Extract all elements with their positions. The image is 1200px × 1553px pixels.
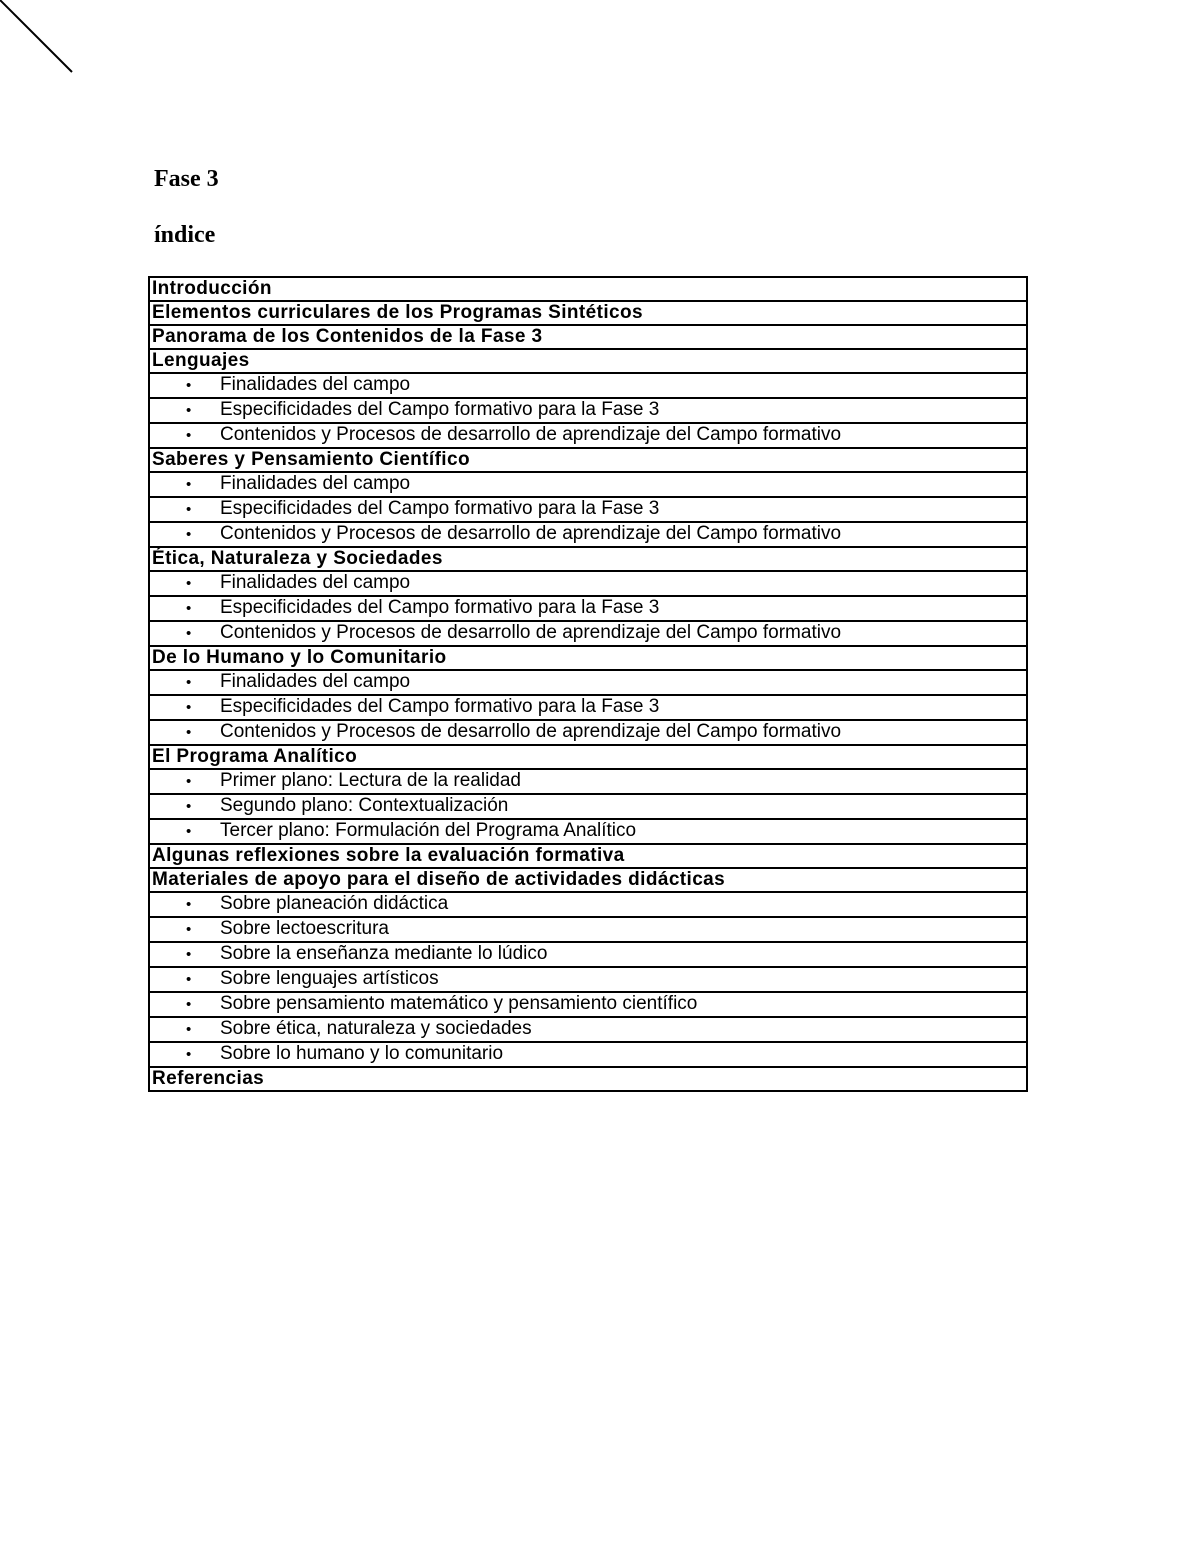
toc-subitem-label: Contenidos y Procesos de desarrollo de aprendizaje del Campo formativo <box>220 721 842 742</box>
bullet-icon: • <box>186 625 192 642</box>
toc-cell <box>149 277 1027 301</box>
toc-subitem-label: Sobre planeación didáctica <box>220 893 449 914</box>
bullet-icon: • <box>186 402 192 419</box>
toc-cell <box>149 769 1027 794</box>
bullet-icon: • <box>186 996 192 1013</box>
corner-diagonal-line <box>0 0 80 80</box>
toc-subitem-row <box>149 1017 1027 1042</box>
toc-subitem-row <box>149 423 1027 448</box>
toc-section-label: Materiales de apoyo para el diseño de actividades didácticas <box>152 869 726 890</box>
toc-cell <box>149 522 1027 547</box>
toc-cell <box>149 398 1027 423</box>
toc-subitem-row <box>149 917 1027 942</box>
toc-subitem-row <box>149 769 1027 794</box>
toc-cell <box>149 325 1027 349</box>
toc-cell <box>149 917 1027 942</box>
bullet-icon: • <box>186 600 192 617</box>
toc-section-label: Elementos curriculares de los Programas Sintéticos <box>152 302 643 323</box>
toc-subitem-label: Especificidades del Campo formativo para la Fase 3 <box>220 498 660 519</box>
toc-cell <box>149 1067 1027 1091</box>
toc-subitem-row <box>149 819 1027 844</box>
toc-cell <box>149 621 1027 646</box>
bullet-icon: • <box>186 501 192 518</box>
toc-section-label: Lenguajes <box>152 350 250 371</box>
toc-cell <box>149 819 1027 844</box>
toc-subitem-row <box>149 621 1027 646</box>
toc-subitem-row <box>149 695 1027 720</box>
toc-subitem-row <box>149 398 1027 423</box>
toc-cell <box>149 448 1027 472</box>
toc-cell <box>149 596 1027 621</box>
toc-cell <box>149 992 1027 1017</box>
toc-cell <box>149 1042 1027 1067</box>
toc-subitem-label: Sobre lo humano y lo comunitario <box>220 1043 504 1064</box>
toc-cell <box>149 1017 1027 1042</box>
bullet-icon: • <box>186 476 192 493</box>
toc-cell <box>149 472 1027 497</box>
toc-subitem-label: Sobre ética, naturaleza y sociedades <box>220 1018 532 1039</box>
bullet-icon: • <box>186 526 192 543</box>
bullet-icon: • <box>186 823 192 840</box>
toc-section-label: Introducción <box>152 278 272 299</box>
toc-cell <box>149 745 1027 769</box>
toc-cell <box>149 695 1027 720</box>
toc-subitem-row <box>149 373 1027 398</box>
toc-subitem-label: Tercer plano: Formulación del Programa Analítico <box>220 820 637 841</box>
toc-subitem-label: Finalidades del campo <box>220 572 411 593</box>
toc-subitem-label: Sobre la enseñanza mediante lo lúdico <box>220 943 548 964</box>
toc-subitem-label: Segundo plano: Contextualización <box>220 795 509 816</box>
toc-subitem-label: Contenidos y Procesos de desarrollo de aprendizaje del Campo formativo <box>220 523 842 544</box>
toc-cell <box>149 349 1027 373</box>
toc-cell <box>149 547 1027 571</box>
bullet-icon: • <box>186 921 192 938</box>
toc-subitem-label: Sobre pensamiento matemático y pensamiento científico <box>220 993 698 1014</box>
toc-section-label: Ética, Naturaleza y Sociedades <box>152 548 443 569</box>
toc-section-row <box>149 448 1027 472</box>
toc-section-row <box>149 745 1027 769</box>
toc-subitem-row <box>149 892 1027 917</box>
toc-section-label: De lo Humano y lo Comunitario <box>152 647 447 668</box>
bullet-icon: • <box>186 377 192 394</box>
toc-subitem-row <box>149 596 1027 621</box>
toc-cell <box>149 497 1027 522</box>
bullet-icon: • <box>186 896 192 913</box>
toc-subitem-label: Especificidades del Campo formativo para la Fase 3 <box>220 696 660 717</box>
toc-section-label: Saberes y Pensamiento Científico <box>152 449 470 470</box>
toc-subitem-row <box>149 794 1027 819</box>
toc-cell <box>149 423 1027 448</box>
toc-section-label: El Programa Analítico <box>152 746 358 767</box>
toc-subitem-row <box>149 942 1027 967</box>
toc-section-label: Algunas reflexiones sobre la evaluación formativa <box>152 845 625 866</box>
bullet-icon: • <box>186 1021 192 1038</box>
bullet-icon: • <box>186 724 192 741</box>
toc-section-row <box>149 1067 1027 1091</box>
toc-subitem-label: Primer plano: Lectura de la realidad <box>220 770 522 791</box>
toc-cell <box>149 720 1027 745</box>
toc-section-row <box>149 277 1027 301</box>
page-title: Fase 3 <box>154 166 219 192</box>
toc-subitem-row <box>149 967 1027 992</box>
toc-subitem-row <box>149 992 1027 1017</box>
toc-subitem-row <box>149 522 1027 547</box>
toc-cell <box>149 670 1027 695</box>
toc-subitem-row <box>149 571 1027 596</box>
toc-subitem-row <box>149 670 1027 695</box>
bullet-icon: • <box>186 1046 192 1063</box>
index-heading: índice <box>154 222 216 248</box>
toc-subitem-label: Sobre lenguajes artísticos <box>220 968 439 989</box>
toc-subitem-label: Contenidos y Procesos de desarrollo de aprendizaje del Campo formativo <box>220 424 842 445</box>
toc-section-row <box>149 646 1027 670</box>
bullet-icon: • <box>186 798 192 815</box>
bullet-icon: • <box>186 971 192 988</box>
toc-subitem-label: Especificidades del Campo formativo para la Fase 3 <box>220 597 660 618</box>
bullet-icon: • <box>186 427 192 444</box>
toc-subitem-label: Sobre lectoescritura <box>220 918 389 939</box>
toc-body <box>149 277 1027 1091</box>
toc-section-row <box>149 547 1027 571</box>
bullet-icon: • <box>186 674 192 691</box>
toc-section-row <box>149 349 1027 373</box>
toc-subitem-row <box>149 497 1027 522</box>
toc-cell <box>149 844 1027 868</box>
bullet-icon: • <box>186 699 192 716</box>
toc-cell <box>149 942 1027 967</box>
toc-subitem-label: Finalidades del campo <box>220 473 411 494</box>
toc-cell <box>149 301 1027 325</box>
toc-subitem-label: Contenidos y Procesos de desarrollo de aprendizaje del Campo formativo <box>220 622 842 643</box>
toc-subitem-row <box>149 1042 1027 1067</box>
toc-section-row <box>149 301 1027 325</box>
toc-cell <box>149 892 1027 917</box>
toc-subitem-label: Finalidades del campo <box>220 671 411 692</box>
toc-cell <box>149 967 1027 992</box>
table-of-contents <box>148 276 1028 1092</box>
bullet-icon: • <box>186 773 192 790</box>
toc-cell <box>149 794 1027 819</box>
toc-section-row <box>149 325 1027 349</box>
bullet-icon: • <box>186 946 192 963</box>
toc-cell <box>149 571 1027 596</box>
toc-cell <box>149 646 1027 670</box>
toc-section-label: Panorama de los Contenidos de la Fase 3 <box>152 326 543 347</box>
toc-section-row <box>149 844 1027 868</box>
toc-subitem-label: Especificidades del Campo formativo para la Fase 3 <box>220 399 660 420</box>
toc-cell <box>149 373 1027 398</box>
toc-subitem-row <box>149 720 1027 745</box>
toc-section-label: Referencias <box>152 1068 265 1089</box>
bullet-icon: • <box>186 575 192 592</box>
toc-cell <box>149 868 1027 892</box>
toc-section-row <box>149 868 1027 892</box>
toc-subitem-row <box>149 472 1027 497</box>
toc-subitem-label: Finalidades del campo <box>220 374 411 395</box>
